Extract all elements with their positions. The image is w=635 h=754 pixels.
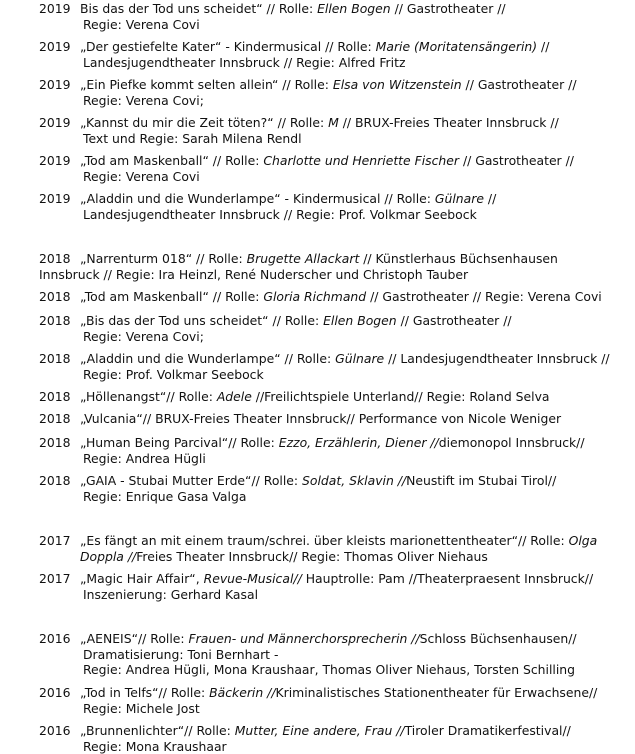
entry-text: // (537, 39, 549, 54)
entry-continuation (39, 93, 621, 109)
entry-year: 2019 (39, 153, 80, 169)
entry-continuation (39, 329, 621, 345)
entry-role: Frauen- und Männerchorsprecherin // (189, 631, 420, 646)
entry-text: „Ein Piefke kommt selten allein“ // Rolle: (80, 77, 333, 92)
entry-role: Ellen Bogen (317, 1, 391, 16)
credit-entry (39, 571, 621, 602)
entry-role: Adele (217, 389, 252, 404)
entry-text: Regie: Verena Covi; (83, 93, 204, 108)
credit-entry (39, 411, 621, 427)
entry-year: 2016 (39, 631, 80, 647)
entry-year: 2019 (39, 191, 80, 207)
entry-text: „Es fängt an mit einem traum/schrei. über kleists marionettentheater“// Rolle: (80, 533, 569, 548)
entry-text: Regie: Prof. Volkmar Seebock (83, 367, 264, 382)
entry-role: Gloria Richmand (263, 289, 366, 304)
entry-line (39, 533, 621, 549)
entry-text: // BRUX-Freies Theater Innsbruck // (339, 115, 559, 130)
entry-line (39, 1, 621, 17)
entry-text: „Aladdin und die Wunderlampe“ // Rolle: (80, 351, 335, 366)
credit-entry (39, 251, 621, 282)
entry-text: // Künstlerhaus Büchsenhausen (359, 251, 558, 266)
entry-text: //Freilichtspiele Unterland// Regie: Roland Selva (252, 389, 550, 404)
entry-role: Elsa von Witzenstein (333, 77, 462, 92)
credit-entry (39, 77, 621, 108)
entry-text: // Gastrotheater // (459, 153, 574, 168)
entry-line (39, 289, 621, 305)
entry-continuation (39, 207, 621, 223)
entry-text: // Gastrotheater // (391, 1, 506, 16)
entry-line (39, 251, 621, 267)
entry-text: Bis das der Tod uns scheidet“ // Rolle: (80, 1, 317, 16)
entry-line (39, 115, 621, 131)
entry-text: „Magic Hair Affair“, (80, 571, 204, 586)
credit-entry (39, 685, 621, 716)
entry-text: Regie: Verena Covi (83, 17, 200, 32)
entry-continuation (39, 587, 621, 603)
entry-text: Dramatisierung: Toni Bernhart - (83, 647, 278, 662)
entry-role: Ellen Bogen (323, 313, 397, 328)
entry-year: 2018 (39, 251, 80, 267)
entry-text: „Tod in Telfs“// Rolle: (80, 685, 209, 700)
entry-line (39, 723, 621, 739)
entry-year: 2019 (39, 39, 80, 55)
entry-role: Marie (Moritatensängerin) (376, 39, 537, 54)
credit-entry (39, 533, 621, 564)
entry-year: 2018 (39, 435, 80, 451)
entry-text: „Human Being Parcival“// Rolle: (80, 435, 279, 450)
entry-text: Schloss Büchsenhausen// (420, 631, 577, 646)
entry-role: M (328, 115, 339, 130)
entry-text: Tiroler Dramatikerfestival// (405, 723, 571, 738)
credit-entry (39, 115, 621, 146)
entry-continuation (39, 169, 621, 185)
entry-continuation (39, 451, 621, 467)
entry-role: Doppla // (80, 549, 136, 564)
entry-year: 2019 (39, 1, 80, 17)
entry-role: Revue-Musical// (204, 571, 302, 586)
credit-entry (39, 39, 621, 70)
entry-text: „AENEIS“// Rolle: (80, 631, 189, 646)
entry-text: „Kannst du mir die Zeit töten?“ // Rolle: (80, 115, 328, 130)
entry-year: 2018 (39, 313, 80, 329)
entry-text: // Gastrotheater // (462, 77, 577, 92)
entry-text: // (484, 191, 496, 206)
credit-entry (39, 191, 621, 222)
entry-line (39, 351, 621, 367)
credit-entry (39, 1, 621, 32)
entry-text: // Gastrotheater // (397, 313, 512, 328)
entry-continuation (39, 267, 621, 283)
entry-text: „Höllenangst“// Rolle: (80, 389, 217, 404)
credit-entry (39, 473, 621, 504)
entry-text: diemonopol Innsbruck// (439, 435, 585, 450)
entry-continuation (39, 489, 621, 505)
entry-continuation (39, 549, 621, 565)
credit-entry (39, 435, 621, 466)
entry-text: Regie: Michele Jost (83, 701, 200, 716)
entry-text: // Gastrotheater // Regie: Verena Covi (366, 289, 602, 304)
entry-year: 2016 (39, 685, 80, 701)
credit-entry (39, 631, 621, 678)
entry-line (39, 77, 621, 93)
entry-text: „Vulcania“// BRUX-Freies Theater Innsbruck// Performance von Nicole Weniger (80, 411, 561, 426)
entry-text: Hauptrolle: Pam //Theaterpraesent Innsbruck// (302, 571, 593, 586)
entry-text: Kriminalistisches Stationentheater für Erwachsene// (276, 685, 598, 700)
entry-line (39, 153, 621, 169)
entry-text: // Landesjugendtheater Innsbruck // (384, 351, 609, 366)
entry-line (39, 39, 621, 55)
entry-line (39, 473, 621, 489)
entry-text: Innsbruck // Regie: Ira Heinzl, René Nuderscher und Christoph Tauber (39, 267, 468, 282)
entry-year: 2018 (39, 389, 80, 405)
entry-text: „Tod am Maskenball“ // Rolle: (80, 289, 263, 304)
entry-continuation (39, 55, 621, 71)
entry-continuation (39, 662, 621, 678)
entry-role: Gülnare (435, 191, 484, 206)
entry-text: Text und Regie: Sarah Milena Rendl (83, 131, 302, 146)
entry-role: Ezzo, Erzählerin, Diener // (279, 435, 439, 450)
entry-text: Regie: Verena Covi; (83, 329, 204, 344)
entry-continuation (39, 131, 621, 147)
credit-entry (39, 289, 621, 305)
entry-text: „Narrenturm 018“ // Rolle: (80, 251, 247, 266)
entry-text: Landesjugendtheater Innsbruck // Regie: Prof. Volkmar Seebock (83, 207, 477, 222)
entry-text: „GAIA - Stubai Mutter Erde“// Rolle: (80, 473, 302, 488)
entry-text: Regie: Andrea Hügli (83, 451, 206, 466)
credit-entry (39, 313, 621, 344)
entry-role: Mutter, Eine andere, Frau // (235, 723, 405, 738)
entry-text: Regie: Verena Covi (83, 169, 200, 184)
entry-year: 2018 (39, 351, 80, 367)
entry-year: 2018 (39, 473, 80, 489)
entry-continuation (39, 367, 621, 383)
entry-text: „Brunnenlichter“// Rolle: (80, 723, 235, 738)
entry-role: Charlotte und Henriette Fischer (263, 153, 459, 168)
entry-year: 2019 (39, 77, 80, 93)
entry-year: 2019 (39, 115, 80, 131)
entry-role: Gülnare (335, 351, 384, 366)
entry-text: „Aladdin und die Wunderlampe“ - Kindermusical // Rolle: (80, 191, 435, 206)
entry-text: „Der gestiefelte Kater“ - Kindermusical // Rolle: (80, 39, 376, 54)
entry-text: Regie: Mona Kraushaar (83, 739, 227, 754)
entry-continuation (39, 739, 621, 754)
entry-continuation (39, 701, 621, 717)
entry-text: Freies Theater Innsbruck// Regie: Thomas Oliver Niehaus (136, 549, 488, 564)
entry-year: 2018 (39, 411, 80, 427)
entry-line (39, 191, 621, 207)
entry-role: Brugette Allackart (247, 251, 360, 266)
entry-line (39, 435, 621, 451)
entry-role: Olga (569, 533, 598, 548)
entry-continuation (39, 647, 621, 663)
entry-year: 2017 (39, 571, 80, 587)
entry-text: Regie: Andrea Hügli, Mona Kraushaar, Thomas Oliver Niehaus, Torsten Schilling (83, 662, 575, 677)
entry-year: 2018 (39, 289, 80, 305)
entry-line (39, 571, 621, 587)
entry-text: Landesjugendtheater Innsbruck // Regie: Alfred Fritz (83, 55, 405, 70)
entry-line (39, 389, 621, 405)
entry-text: Neustift im Stubai Tirol// (406, 473, 556, 488)
credit-entry (39, 351, 621, 382)
entry-line (39, 631, 621, 647)
entry-text: „Bis das der Tod uns scheidet“ // Rolle: (80, 313, 323, 328)
entry-role: Bäckerin // (209, 685, 275, 700)
entry-year: 2017 (39, 533, 80, 549)
entry-text: Inszenierung: Gerhard Kasal (83, 587, 258, 602)
entry-year: 2016 (39, 723, 80, 739)
credit-entry (39, 389, 621, 405)
credit-entry (39, 723, 621, 754)
entry-line (39, 411, 621, 427)
entry-continuation (39, 17, 621, 33)
entry-role: Soldat, Sklavin // (302, 473, 406, 488)
entry-text: „Tod am Maskenball“ // Rolle: (80, 153, 263, 168)
entry-text: Regie: Enrique Gasa Valga (83, 489, 246, 504)
entry-line (39, 685, 621, 701)
credit-entry (39, 153, 621, 184)
entry-line (39, 313, 621, 329)
